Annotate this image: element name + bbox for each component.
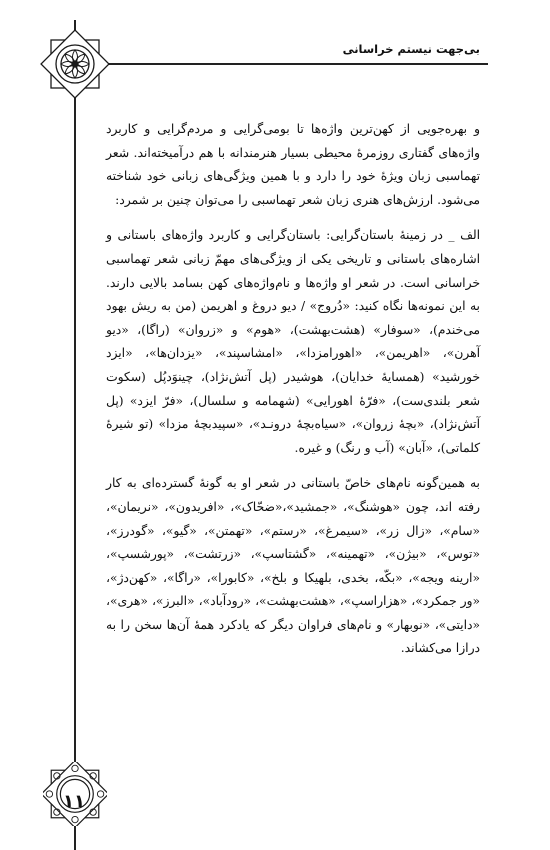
paragraph: و بهره‌جویی از کهن‌ترین واژه‌ها تا بومی‌گرایی و مردم‌گرایی و کاربرد واژه‌های گفتاری روزمرهٔ محیطی بسیار هنرمندانه با هم درآمیخته‌اند. شعر تهماسبی زبان ویژهٔ خود را دارد و با همین ویژگی‌های زبانی خود شناخته می‌شود. ارزش‌های هنری زبان شعر تهماسبی را می‌توان چنین بر شمرد: [106,122,480,207]
frame-vertical-line [74,90,76,768]
paragraph: الف _ در زمینهٔ باستان‌گرایی: باستان‌گرایی و کاربرد واژه‌های باستانی و اشاره‌های باستانی و تاریخی یکی از ویژگی‌های مهمّ زبانی شعر تهماسبی خراسانی است. در شعر او واژه‌ها و نام‌واژه‌های کهن بسامد بالایی دارند. به این نمونه‌ها نگاه کنید: «دُروج» / دیو دروغ و اهریمن (من به ریش بهود می‌خندم)، «سوفار» (هشت‌بهشت)، «هوم» و «زروان» (راگا)، «دیو آهرن»، «اهریمن»، «اهورامزدا»، «امشاسپند»، «یزدان‌ها»، «ایزد خورشید» (همسایهٔ خدایان)، هوشیدر (پل آتش‌نژاد)، چینوَدپُل (سکوت شعر بلندی‌ست)، «فرّهٔ اهورایی» (شهمامه و سلسال)، «فرّ ایزد» (پل آتش‌نژاد)، «بچهٔ زروان»، «سیاه‌بچهٔ درونـد»، «سپیدبچهٔ مزدا» (تو شیرهٔ کلماتی)، «آبان» (آب و رنگ) و غیره. [106,228,480,455]
top-ornament-icon [40,29,110,99]
header-rule [104,63,488,65]
paragraph: به همین‌گونه نام‌های خاصّ باستانی در شعر او به گونهٔ گسترده‌ای به کار رفته اند، چون «هوشنگ»، «جمشید»،«ضحّاک»، «افریدون»، «نریمان»، «سام»، «زال زر»، «سیمرغ»، «رستم»، «تهمتن»، «گیو»، «گودرز»، «توس»، «بیژن»، «تهمینه»، «گشتاسپ»، «زرتشت»، «پورشسپ»، «ارینه ویجه»، «بکّه، بخدی، بلهیکا و بلخ»، «کابورا»، «راگا»، «کهن‌دژ»، «ور جمکرد»، «هزاراسپ»، «هشت‌بهشت»، «رودآباد»، «البرز»، «هری»، «دایتی»، «نوبهار» و نام‌های فراوان دیگر که یادکرد همهٔ آن‌ها سخن را به درازا می‌کشاند. [106,476,480,656]
page-number: ۱۱ [63,791,85,812]
body-text [106,118,480,673]
running-header-title: بی‌جهت نیستم خراسانی [342,42,480,56]
